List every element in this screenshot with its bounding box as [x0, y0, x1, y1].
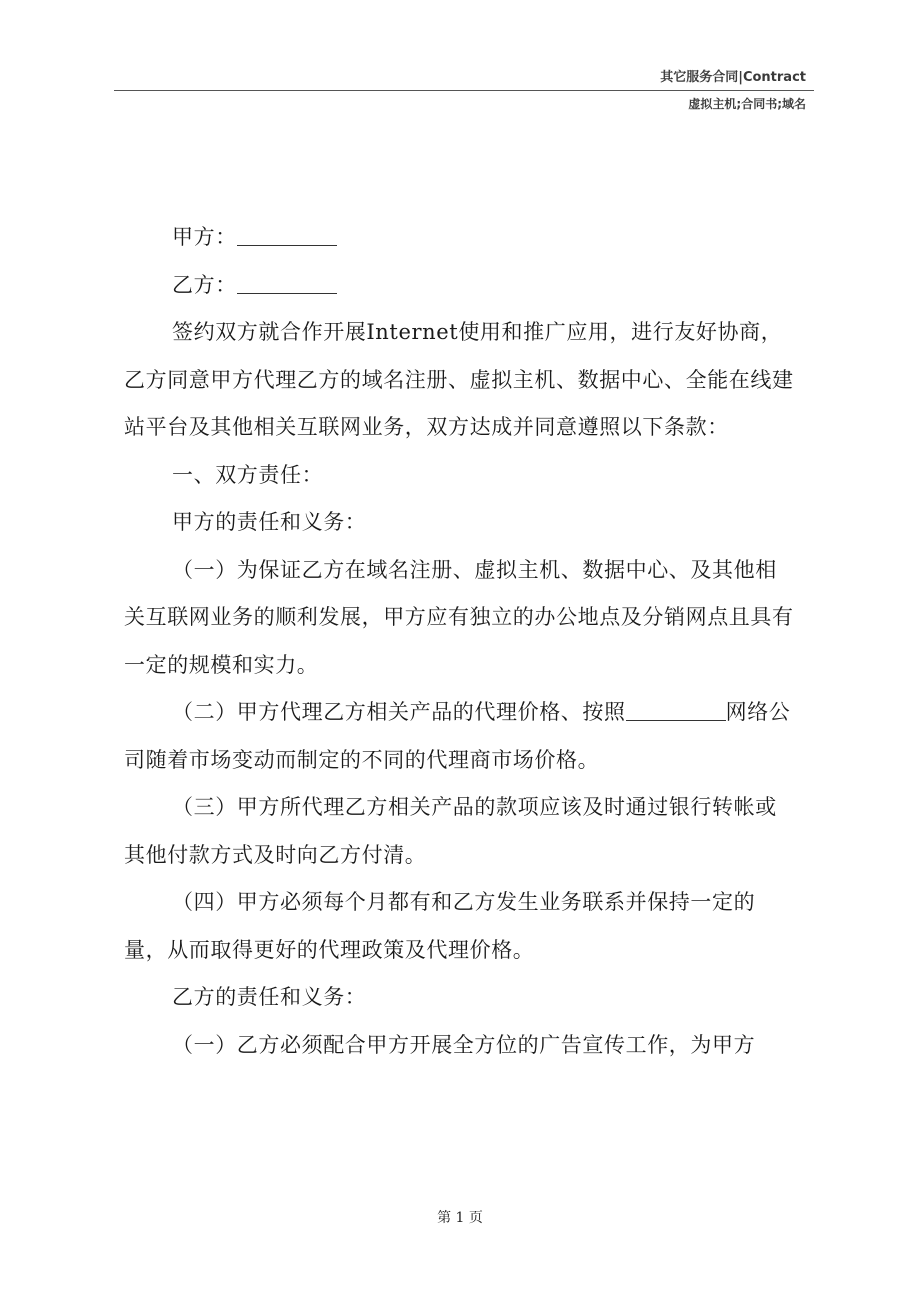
- party-a-blank: [237, 221, 337, 246]
- party-a-line: [124, 214, 796, 262]
- party-a-duty-2-before: （二）甲方代理乙方相关产品的代理价格、按照: [172, 700, 626, 724]
- header-category: 其它服务合同|Contract: [660, 70, 806, 85]
- party-a-duties-title: 甲方的责任和义务：: [172, 510, 367, 534]
- section-1-title: 一、双方责任：: [172, 462, 324, 487]
- party-a-duty-1: （一）为保证乙方在域名注册、虚拟主机、数据中心、及其他相关互联网业务的顺利发展，甲方应有独立的办公地点及分销网点且具有一定的规模和实力。: [124, 557, 794, 677]
- page-number: 第 1 页: [437, 1210, 483, 1226]
- network-company-blank: [626, 696, 726, 721]
- party-a-label: 甲方：: [172, 225, 237, 249]
- page-header: [114, 66, 814, 112]
- party-b-line: [124, 262, 796, 310]
- party-a-duty-2: [124, 689, 796, 784]
- intro-paragraph: 签约双方就合作开展Internet使用和推广应用，进行友好协商，乙方同意甲方代理乙方的域名注册、虚拟主机、数据中心、全能在线建站平台及其他相关互联网业务，双方达成并同意遵照以下条款：: [124, 320, 794, 439]
- party-b-blank: [237, 269, 337, 294]
- party-a-duty-2-after: 网络公司随着市场变动而制定的不同的代理商市场价格。: [124, 700, 791, 772]
- party-b-duty-1: （一）乙方必须配合甲方开展全方位的广告宣传工作，为甲方: [172, 1032, 756, 1057]
- header-keywords: 虚拟主机;合同书;域名: [688, 97, 806, 111]
- party-a-duty-4: （四）甲方必须每个月都有和乙方发生业务联系并保持一定的量，从而取得更好的代理政策及代理价格。: [124, 890, 756, 962]
- party-b-duties-title: 乙方的责任和义务：: [172, 985, 367, 1009]
- party-b-label: 乙方：: [172, 272, 237, 297]
- header-divider: [114, 90, 814, 91]
- party-a-duty-3: （三）甲方所代理乙方相关产品的款项应该及时通过银行转帐或其他付款方式及时向乙方付清。: [124, 795, 777, 867]
- document-body: [124, 214, 796, 1069]
